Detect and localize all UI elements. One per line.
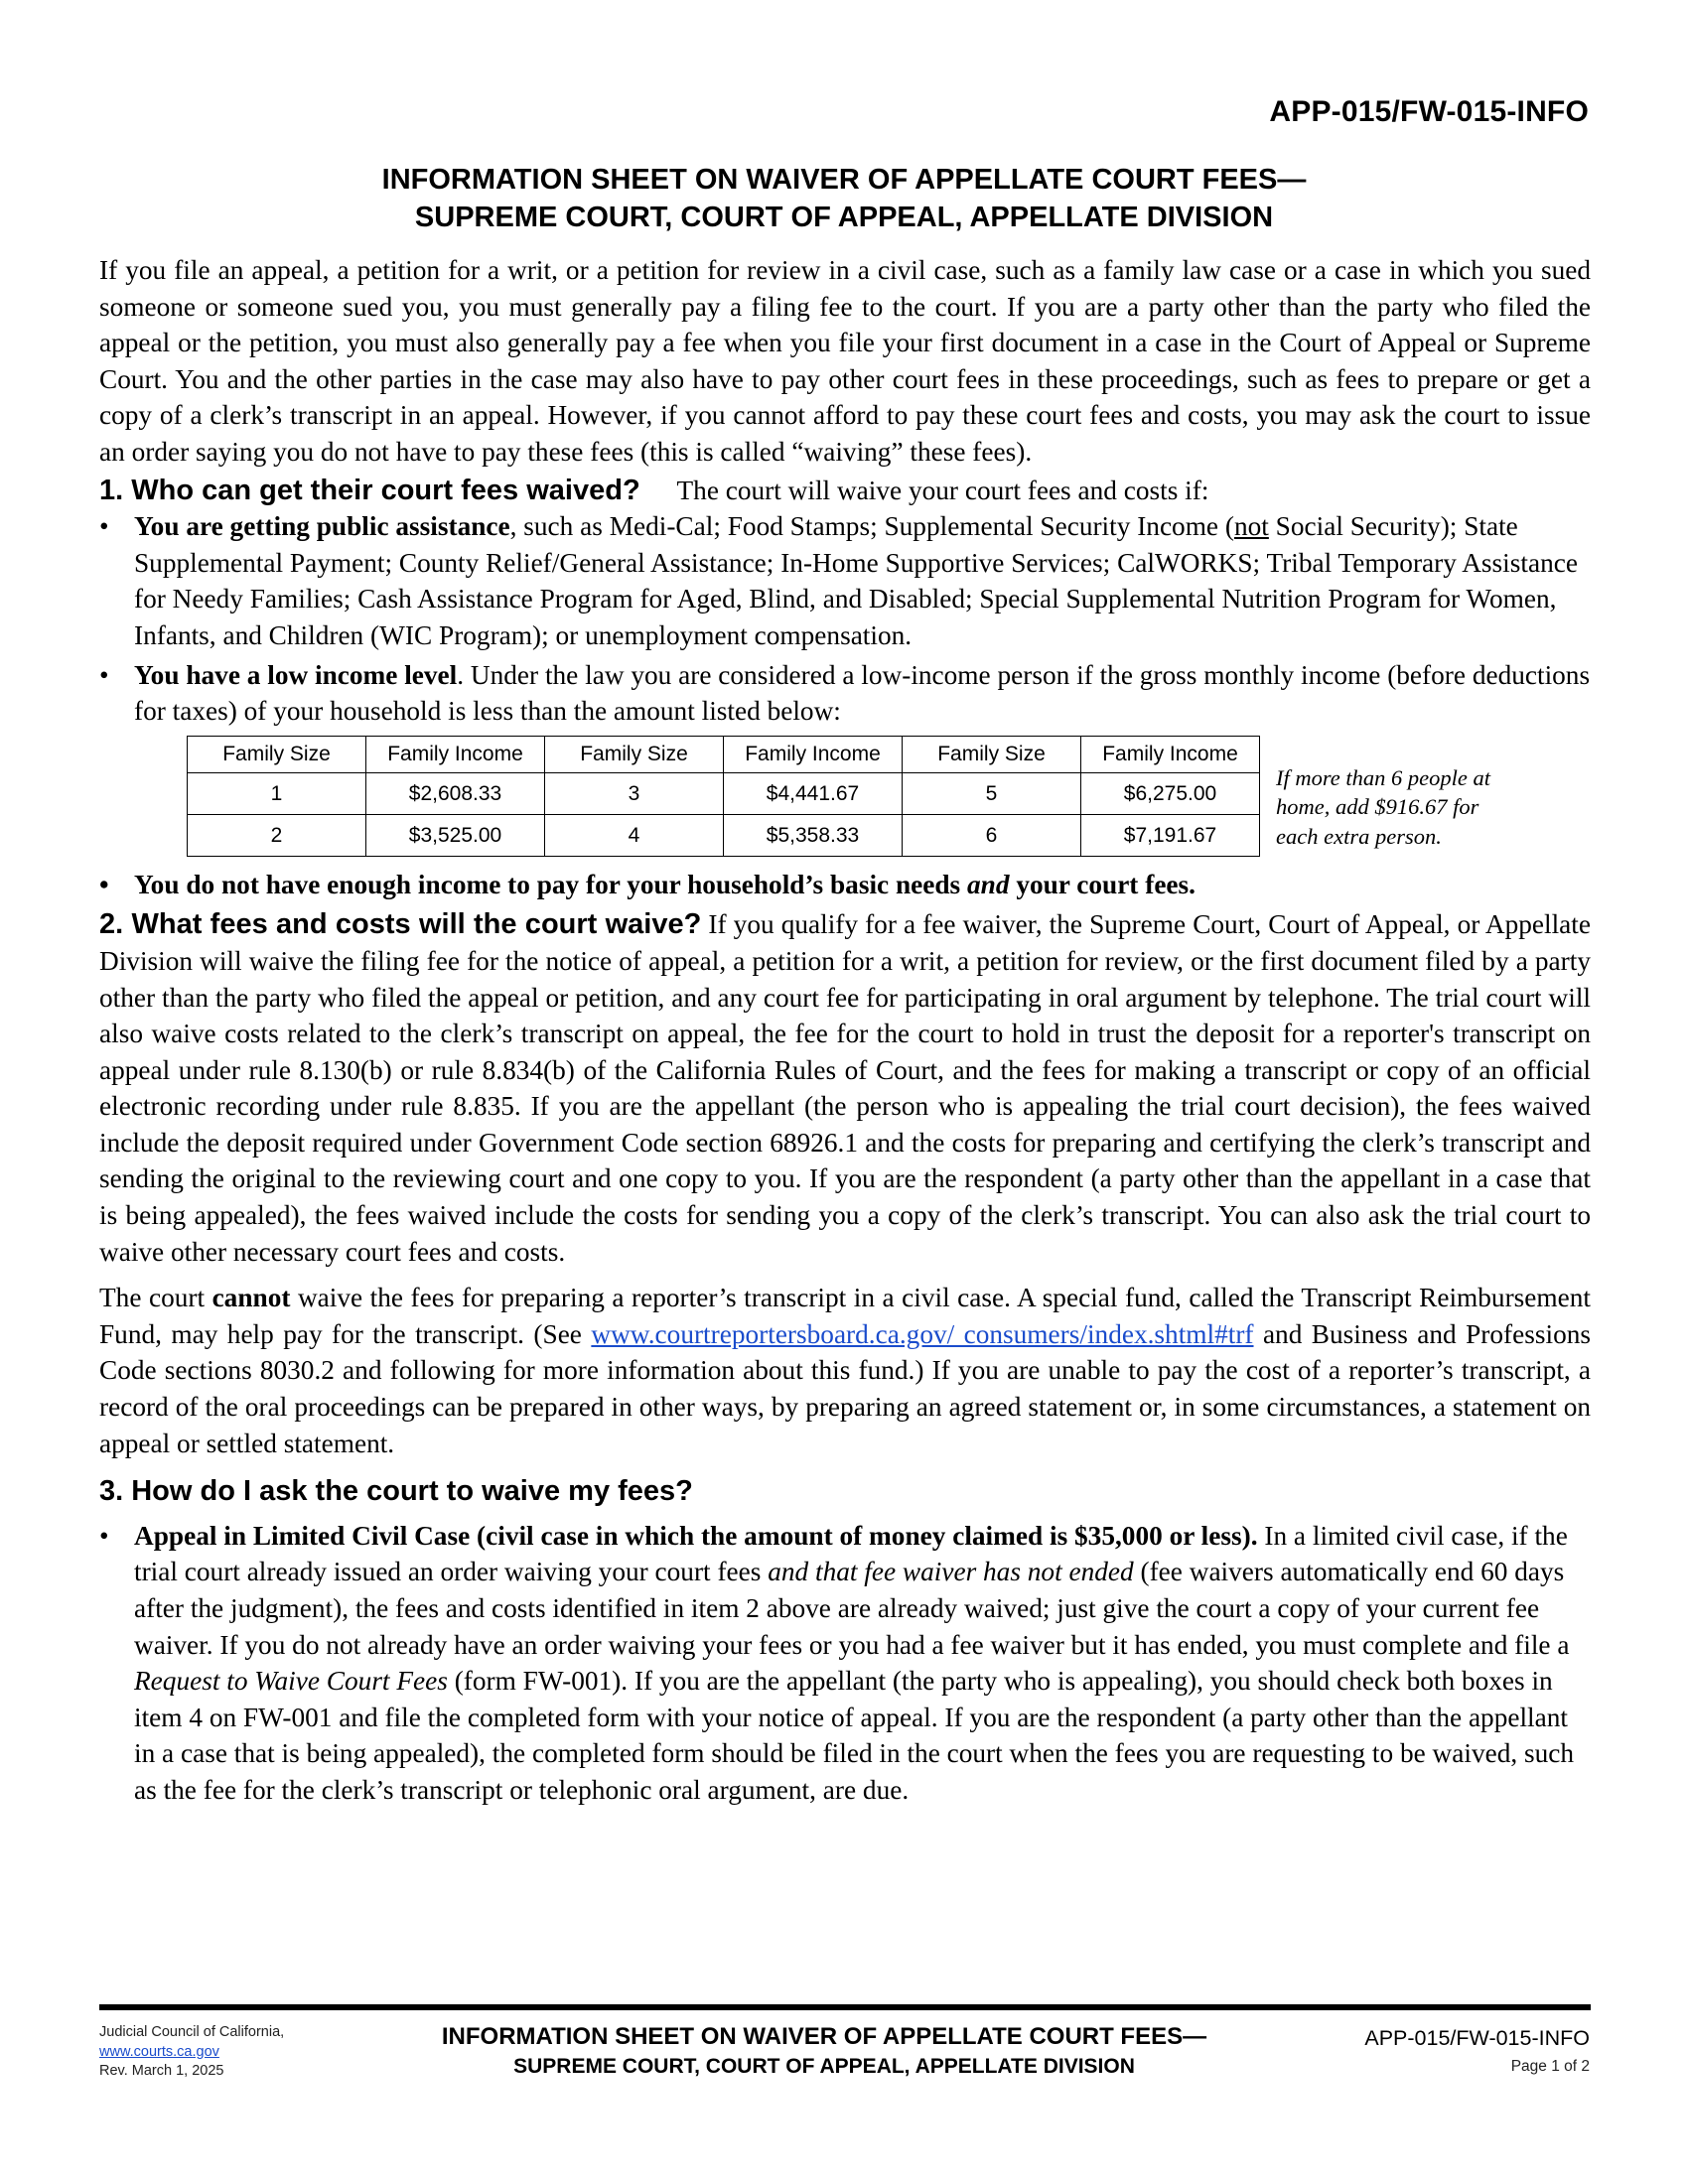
- footer-divider: [99, 2004, 1591, 2010]
- bullet-text: (form FW-001). If you are the appellant (the party who is appealing), you should check both boxes in item 4 on FW-001 and file the completed form with your notice of appeal. If you are the respondent (a party other than the appellant in a case that is being appealed), the completed form should be filed in the court when the fees you are requesting to be waived, such as the fee for the clerk’s transcript or telephonic oral argument, are due.: [134, 1666, 1575, 1805]
- table-cell: 4: [545, 815, 724, 857]
- form-number: APP-015/FW-015-INFO: [1269, 95, 1589, 128]
- section-2-heading: 2. What fees and costs will the court waive?: [99, 908, 702, 941]
- section-2: [99, 906, 1591, 1461]
- table-cell: 1: [188, 773, 366, 815]
- paragraph-text: waive the fees for preparing a reporter’s transcript in a civil case. A special fund, called the Transcript Reimbursement Fund, may help pay for the transcript. (See: [99, 1283, 1591, 1349]
- bullet-text: . Under the law you are considered a low-income person if the gross monthly income (before deductions for taxes) of your household is less than the amount listed below:: [134, 659, 1591, 727]
- table-header-row: [188, 736, 1260, 773]
- bullet-icon: •: [99, 659, 109, 690]
- bullet-bold-text: You have a low income level: [134, 659, 458, 690]
- bullet-limited-civil-case: [99, 1518, 1591, 1809]
- table-cell: 3: [545, 773, 724, 815]
- bullet-bold-text: You do not have enough income to pay for your household’s basic needs: [134, 869, 968, 899]
- section-3-heading: 3. How do I ask the court to waive my fees?: [99, 1475, 693, 1508]
- document-body: [99, 252, 1591, 1809]
- table-cell: $4,441.67: [724, 773, 903, 815]
- table-cell: 5: [903, 773, 1081, 815]
- bold-text: cannot: [211, 1283, 291, 1313]
- intro-paragraph: If you file an appeal, a petition for a writ, or a petition for review in a civil case, such as a family law case or a case in which you sued someone or someone sued you, you must generally pay a filing fee to the court. If you are a party other than the party who filed the appeal or the petition, you must also generally pay a fee when you file your first document in a case in the Court of Appeal or Supreme Court. You and the other parties in the case may also have to pay other court fees in these proceedings, such as fees to prepare or get a copy of a clerk’s transcript in an appeal. However, if you cannot afford to pay these court fees and costs, you may ask the court to issue an order saying you do not have to pay these fees (this is called “waiving” these fees).: [99, 255, 1591, 467]
- table-cell: $5,358.33: [724, 815, 903, 857]
- table-cell: $3,525.00: [366, 815, 545, 857]
- bullet-bold-text: You are getting public assistance: [134, 511, 510, 542]
- section-3: [99, 1473, 1591, 1808]
- paragraph-text: and Business and Professions Code sections 8030.2 and following for more information about this fund.) If you are unable to pay the cost of a reporter’s transcript, a record of the oral proceedings can be prepared in other ways, by preparing an agreed statement or, in some circumstances, a statement on appeal or settled statement.: [99, 1318, 1591, 1458]
- document-title: [0, 161, 1688, 236]
- italic-text: and: [967, 869, 1010, 899]
- italic-text: and that fee waiver has not ended: [768, 1557, 1134, 1587]
- section-1-lead: The court will waive your court fees and costs if:: [676, 475, 1209, 505]
- bullet-basic-needs: [99, 867, 1591, 903]
- footer-form-number: APP-015/FW-015-INFO: [1364, 2026, 1590, 2050]
- footer-title: [377, 2021, 1271, 2082]
- revision-date: Rev. March 1, 2025: [99, 2063, 224, 2079]
- bullet-low-income: [99, 657, 1591, 730]
- trf-link[interactable]: www.courtreportersboard.ca.gov/ consumers/index.shtml#trf: [591, 1318, 1254, 1349]
- table-header: Family Size: [545, 736, 724, 773]
- title-line-2: SUPREME COURT, COURT OF APPEAL, APPELLATE DIVISION: [414, 202, 1274, 233]
- bullet-text: Social Security); State Supplemental Payment; County Relief/General Assistance; In-Home Supportive Services; CalWORKS; Tribal Temporary Assistance for Needy Families; Cash Assistance Program for Aged, Blind, and Disabled; Special Supplemental Nutrition Program for Women, Infants, and Children (WIC Program); or unemployment compensation.: [134, 511, 1578, 650]
- bullet-icon: •: [99, 1520, 109, 1551]
- table-cell: $2,608.33: [366, 773, 545, 815]
- bullet-icon: •: [99, 869, 109, 899]
- income-table-container: [99, 734, 1591, 865]
- bullet-public-assistance: [99, 508, 1591, 653]
- table-cell: 2: [188, 815, 366, 857]
- footer-title-line-2: SUPREME COURT, COURT OF APPEAL, APPELLATE DIVISION: [513, 2055, 1135, 2078]
- underlined-text: not: [1233, 511, 1269, 542]
- section-1-heading: 1. Who can get their court fees waived?: [99, 474, 640, 506]
- courts-website-link[interactable]: www.courts.ca.gov: [99, 2043, 219, 2060]
- bullet-text: In a limited civil case, if the trial court already issued an order waiving your court fees: [134, 1520, 1568, 1587]
- footer-title-line-1: INFORMATION SHEET ON WAIVER OF APPELLATE COURT FEES—: [441, 2023, 1207, 2050]
- table-header: Family Income: [724, 736, 903, 773]
- table-row: [188, 815, 1260, 857]
- form-title-italic: Request to Waive Court Fees: [134, 1666, 448, 1697]
- table-cell: $6,275.00: [1081, 773, 1260, 815]
- table-cell: $7,191.67: [1081, 815, 1260, 857]
- bullet-text: , such as Medi-Cal; Food Stamps; Supplemental Security Income (: [509, 511, 1234, 542]
- footer-form-info: [1364, 2023, 1590, 2081]
- issuer-name: Judicial Council of California,: [99, 2024, 285, 2040]
- page-number: Page 1 of 2: [1510, 2058, 1590, 2075]
- table-header: Family Size: [188, 736, 366, 773]
- table-cell: 6: [903, 815, 1081, 857]
- table-header: Family Size: [903, 736, 1081, 773]
- section-1-header: [99, 473, 1591, 509]
- table-row: [188, 773, 1260, 815]
- bullet-bold-text: your court fees.: [1009, 869, 1196, 899]
- section-1: [99, 473, 1591, 903]
- table-header: Family Income: [366, 736, 545, 773]
- footer-issuer-block: [99, 2023, 284, 2082]
- title-line-1: INFORMATION SHEET ON WAIVER OF APPELLATE COURT FEES—: [381, 164, 1307, 196]
- section-2-text: If you qualify for a fee waiver, the Supreme Court, Court of Appeal, or Appellate Division will waive the filing fee for the notice of appeal, a petition for a writ, a petition for review, or the first document filed by a party other than the party who filed the appeal or petition, and any court fee for participating in oral argument by telephone. The trial court will also waive costs related to the clerk’s transcript on appeal, the fee for the court to hold in trust the deposit for a reporter's transcript on appeal under rule 8.130(b) or rule 8.834(b) of the California Rules of Court, and the fees for making a transcript or copy of an official electronic recording under rule 8.835. If you are the appellant (the person who is appealing the trial court decision), the fees waived include the deposit required under Government Code section 68926.1 and the costs for preparing and certifying the clerk’s transcript and sending the original to the reviewing court and one copy to you. If you are the respondent (a party other than the appellant in a case that is being appealed), the fees waived include the costs for sending you a copy of the clerk’s transcript. You can also ask the trial court to waive other necessary court fees and costs.: [99, 909, 1591, 1267]
- section-2-paragraph-2: [99, 1280, 1591, 1461]
- section-2-paragraph: [99, 906, 1591, 1270]
- table-note: If more than 6 people at home, add $916.67 for each extra person.: [1276, 764, 1491, 849]
- paragraph-text: The court: [99, 1283, 212, 1313]
- income-table: [187, 736, 1260, 858]
- bullet-icon: •: [99, 511, 109, 542]
- bullet-bold-text: Appeal in Limited Civil Case (civil case in which the amount of money claimed is $35,000 or less).: [134, 1520, 1258, 1551]
- table-header: Family Income: [1081, 736, 1260, 773]
- bullet-text: (fee waivers automatically end 60 days after the judgment), the fees and costs identified in item 2 above are already waived; just give the court a copy of your current fee waiver. If you do not already have an order waiving your fees or you had a fee waiver but it has ended, you must complete and file a: [134, 1557, 1570, 1660]
